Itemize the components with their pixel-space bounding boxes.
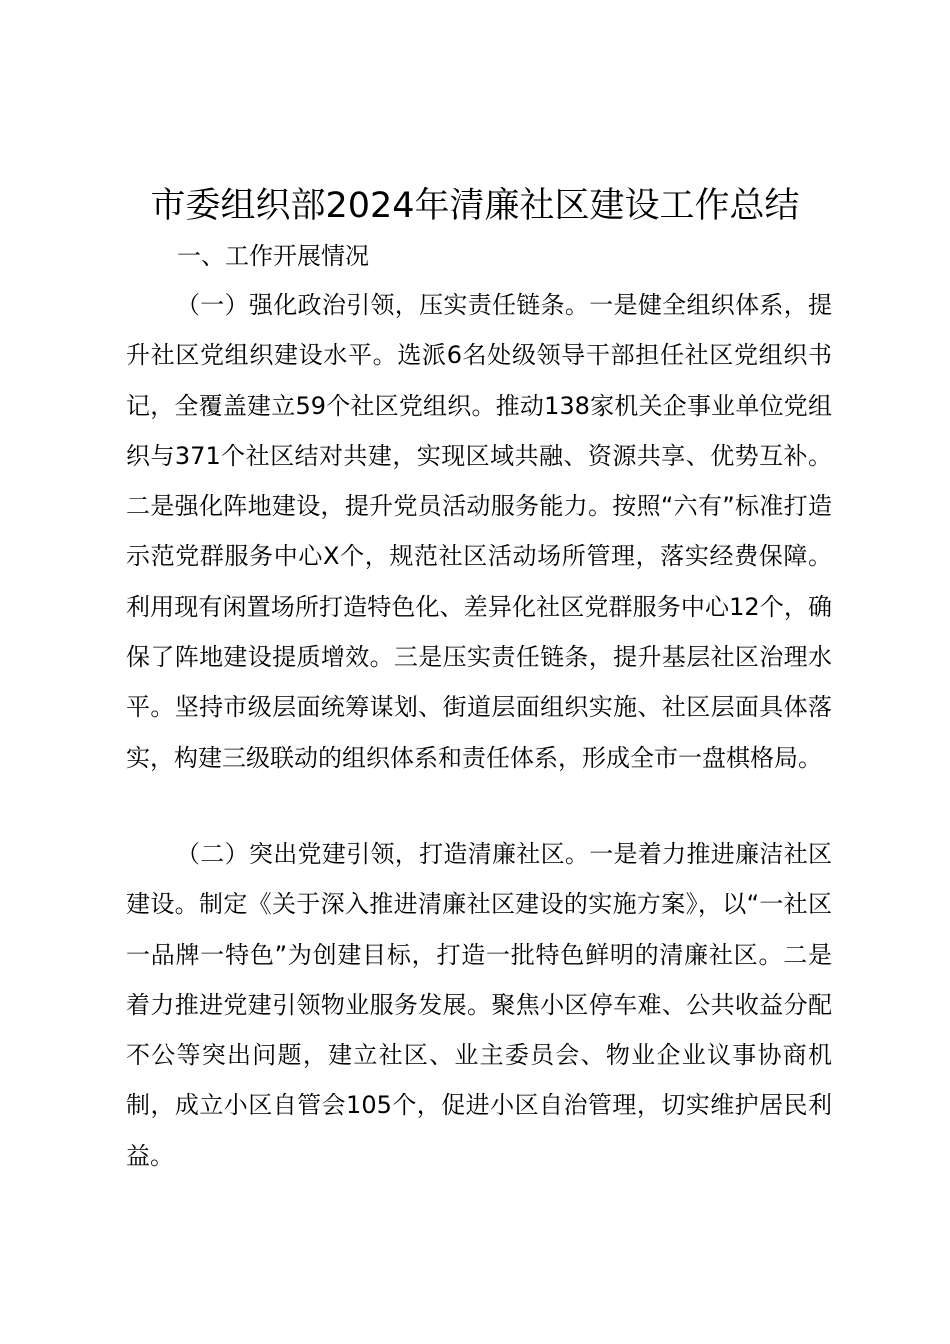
document-title: 市委组织部2024年清廉社区建设工作总结 — [150, 186, 800, 226]
body-paragraph: （一）强化政治引领，压实责任链条。一是健全组织体系，提升社区党组织建设水平。选派6名处级领导干部担任社区党组织书记，全覆盖建立59个社区党组织。推动138家机关企事业单位党组织与371个社区结对共建，实现区域共融、资源共享、优势互补。二是强化阵地建设，提升党员活动服务能力。按照“六有”标准打造示范党群服务中心X个，规范社区活动场所管理，落实经费保障。利用现有闲置场所打造特色化、差异化社区党群服务中心12个，确保了阵地建设提质增效。三是压实责任链条，提升基层社区治理水平。坚持市级层面统筹谋划、街道层面组织实施、社区层面具体落实，构建三级联动的组织体系和责任体系，形成全市一盘棋格局。 — [126, 291, 832, 772]
section-heading: 一、工作开展情况 — [177, 242, 369, 270]
body-paragraph: （二）突出党建引领，打造清廉社区。一是着力推进廉洁社区建设。制定《关于深入推进清廉社区建设的实施方案》，以“一社区一品牌一特色”为创建目标，打造一批特色鲜明的清廉社区。二是着力推进党建引领物业服务发展。聚焦小区停车难、公共收益分配不公等突出问题，建立社区、业主委员会、物业企业议事协商机制，成立小区自管会105个，促进小区自治管理，切实维护居民利益。 — [126, 840, 832, 1170]
